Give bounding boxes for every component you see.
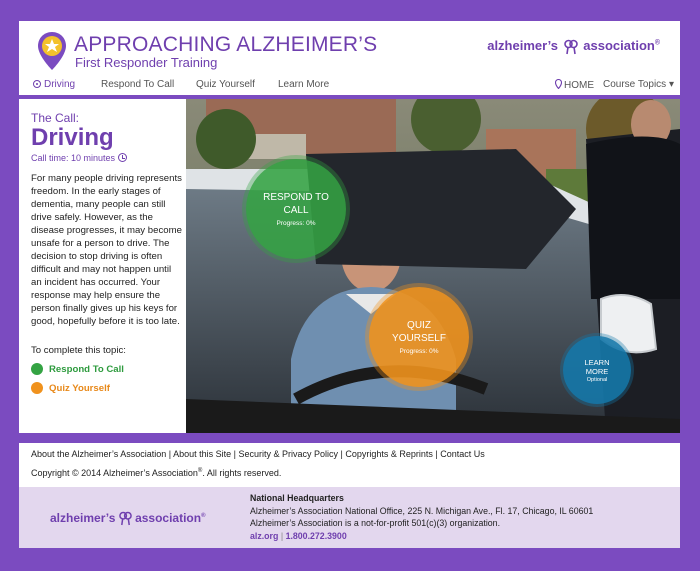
footer-links bbox=[19, 443, 680, 487]
task-quiz-yourself[interactable] bbox=[31, 382, 186, 394]
footer-link-contact[interactable]: Contact Us bbox=[440, 449, 485, 459]
respond-progress: Progress: 0% bbox=[276, 220, 316, 227]
orange-circle-icon bbox=[31, 382, 43, 394]
copyright-reg: ® bbox=[197, 468, 203, 474]
footer-brand-reg: ® bbox=[201, 513, 206, 519]
alzheimers-association-logo[interactable] bbox=[487, 38, 660, 55]
learn-title: LEARN MORE bbox=[584, 357, 610, 376]
pin-icon bbox=[555, 79, 562, 89]
nav-item-learn-more[interactable]: Learn More bbox=[278, 79, 330, 90]
task-respond-to-call[interactable] bbox=[31, 363, 186, 375]
topic-title: Driving bbox=[31, 124, 114, 151]
task-label: Respond To Call bbox=[49, 363, 124, 375]
learn-more-bubble[interactable] bbox=[563, 336, 631, 404]
footer-link-row: About the Alzheimer’s Association | About this Site | Security & Privacy Policy | Copyrights & Reprints | Contact Us bbox=[31, 449, 485, 459]
ribbon-icon bbox=[119, 511, 132, 526]
learn-note: Optional bbox=[586, 376, 608, 383]
phone-number[interactable]: 1.800.272.3900 bbox=[285, 530, 347, 541]
brand-right-text: association bbox=[583, 38, 655, 53]
brand-reg: ® bbox=[654, 39, 660, 47]
scene-image bbox=[186, 99, 680, 433]
quiz-yourself-bubble[interactable] bbox=[369, 287, 469, 387]
clock-icon bbox=[118, 153, 127, 162]
nav-item-respond-to-call[interactable]: Respond To Call bbox=[101, 79, 175, 90]
call-time-text: Call time: 10 minutes bbox=[31, 153, 116, 163]
hq-title: National Headquarters bbox=[250, 493, 344, 503]
copyright-pre: Copyright © 2014 Alzheimer’s Association bbox=[31, 468, 198, 478]
complete-label: To complete this topic: bbox=[31, 345, 126, 356]
task-label: Quiz Yourself bbox=[49, 382, 110, 394]
headquarters-info bbox=[250, 492, 593, 542]
footer-link-about-site[interactable]: About this Site bbox=[173, 449, 232, 459]
call-time bbox=[31, 153, 186, 163]
nav-item-quiz-yourself[interactable]: Quiz Yourself bbox=[196, 79, 255, 90]
website-link[interactable]: alz.org bbox=[250, 530, 279, 541]
topic-sidebar bbox=[19, 99, 186, 433]
quiz-progress: Progress: 0% bbox=[399, 348, 439, 355]
site-subtitle: First Responder Training bbox=[75, 55, 218, 70]
footer-bottom bbox=[19, 487, 680, 548]
map-pin-logo-icon bbox=[37, 31, 67, 71]
quiz-title: QUIZ YOURSELF bbox=[392, 320, 446, 344]
footer-link-privacy[interactable]: Security & Privacy Policy bbox=[238, 449, 339, 459]
respond-to-call-bubble[interactable] bbox=[246, 159, 346, 259]
footer-brand-logo[interactable] bbox=[50, 511, 206, 526]
brand-left-text: alzheimer’s bbox=[487, 38, 559, 53]
hq-contact: alz.org | 1.800.272.3900 bbox=[250, 530, 347, 541]
footer-divider bbox=[19, 433, 680, 443]
site-header bbox=[19, 21, 680, 97]
hq-address: Alzheimer’s Association National Office, 225 N. Michigan Ave., Fl. 17, Chicago, IL 60601 bbox=[250, 505, 594, 516]
ribbon-icon bbox=[564, 39, 578, 55]
location-dot-icon bbox=[33, 80, 41, 88]
footer-brand-left: alzheimer’s bbox=[50, 511, 116, 525]
home-label: HOME bbox=[564, 80, 594, 91]
main-nav bbox=[19, 76, 680, 97]
topic-description: For many people driving represents freedom. In the early stages of dementia, many people can still drive safely. However, as the disease progresses, it may become unsafe for a person to drive. The decision to stop driving is often difficult and may not happen until an incident has occurred. Your response may help ensure the person finally gives up his keys for good, hopefully before it is too late. bbox=[31, 173, 182, 327]
green-circle-icon bbox=[31, 363, 43, 375]
copyright bbox=[31, 468, 680, 478]
course-topics-dropdown[interactable]: Course Topics ▾ bbox=[603, 79, 674, 90]
respond-title: RESPOND TO CALL bbox=[263, 192, 329, 216]
hq-nonprofit: Alzheimer’s Association is a not-for-profit 501(c)(3) organization. bbox=[250, 518, 501, 528]
footer-link-about-association[interactable]: About the Alzheimer’s Association bbox=[31, 449, 167, 459]
nav-label: Driving bbox=[44, 79, 76, 90]
topic-kicker: The Call: bbox=[31, 111, 80, 125]
footer-link-copyrights[interactable]: Copyrights & Reprints bbox=[345, 449, 433, 459]
footer-brand-right: association bbox=[135, 511, 202, 525]
site-title: APPROACHING ALZHEIMER’S bbox=[74, 33, 378, 56]
copyright-post: . All rights reserved. bbox=[202, 468, 282, 478]
nav-item-driving[interactable] bbox=[33, 79, 75, 90]
nav-home-link[interactable] bbox=[555, 79, 594, 91]
